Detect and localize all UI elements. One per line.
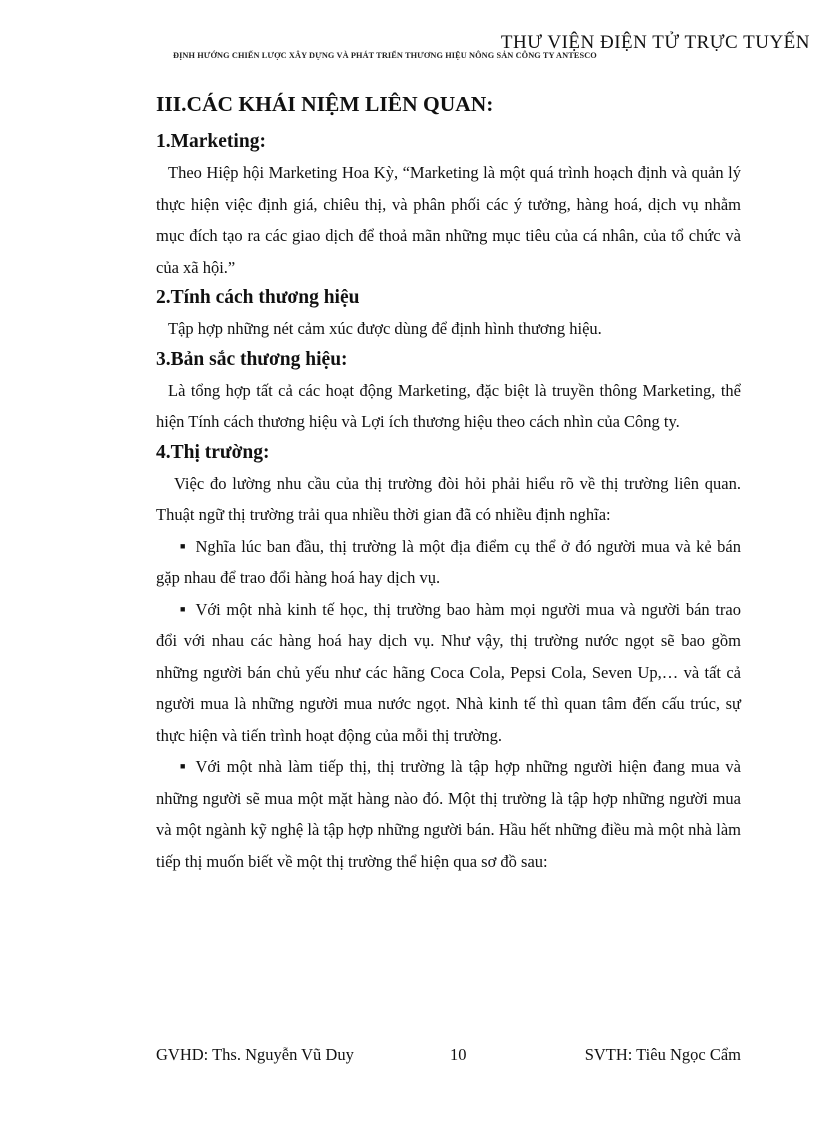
paragraph-brand-identity: Là tổng hợp tất cả các hoạt động Marketing, đặc biệt là truyền thông Marketing, thể hiện Tính cách thương hiệu và Lợi ích thương hiệu theo cách nhìn của Công ty. <box>156 380 741 431</box>
footer-student: SVTH: Tiêu Ngọc Cẩm <box>584 1045 741 1064</box>
list-item-text: Với một nhà làm tiếp thị, thị trường là tập hợp những người hiện đang mua và những người sẽ mua một mặt hàng nào đó. Một thị trường là tập hợp những người mua và một ngành kỹ nghệ là tập hợp những người bán. Hầu hết những điều mà một nhà làm tiếp thị muốn biết về một thị trường thể hiện qua sơ đồ sau: <box>156 757 741 871</box>
heading-brand-personality: 2.Tính cách thương hiệu <box>156 287 360 308</box>
page-number: 10 <box>450 1045 467 1064</box>
list-item-text: Với một nhà kinh tế học, thị trường bao hàm mọi người mua và người bán trao đổi với nhau các hàng hoá hay dịch vụ. Như vậy, thị trường nước ngọt sẽ bao gồm những người bán chủ yếu như các hãng Coca Cola, Pepsi Cola, Seven Up,… và tất cả người mua là những người mua nước ngọt. Nhà kinh tế thì quan tâm đến cấu trúc, sự thực hiện và tiến trình hoạt động của mỗi thị trường. <box>156 599 741 745</box>
list-item <box>156 751 741 877</box>
heading-brand-identity: 3.Bản sắc thương hiệu: <box>156 348 348 370</box>
bullet-icon: ■ <box>180 603 186 614</box>
bullet-icon: ■ <box>180 540 186 551</box>
watermark-text: THƯ VIỆN ĐIỆN TỬ TRỰC TUYẾN <box>500 32 810 53</box>
running-header: ĐỊNH HƯỚNG CHIẾN LƯỢC XÂY DỰNG VÀ PHÁT TRIỂN THƯƠNG HIỆU NÔNG SẢN CÔNG TY ANTESCO <box>173 51 597 60</box>
heading-marketing: 1.Marketing: <box>156 131 266 152</box>
page-footer <box>156 1045 741 1067</box>
paragraph-brand-personality: Tập hợp những nét cảm xúc được dùng để định hình thương hiệu. <box>168 319 602 338</box>
bullet-icon: ■ <box>180 761 186 771</box>
heading-market: 4.Thị trường: <box>156 441 270 463</box>
paragraph-marketing: Theo Hiệp hội Marketing Hoa Kỳ, “Marketing là một quá trình hoạch định và quản lý thực hiện việc định giá, chiêu thị, và phân phối các ý tưởng, hàng hoá, dịch vụ nhằm mục đích tạo ra các giao dịch để thoả mãn những mục tiêu của cá nhân, của tổ chức và của xã hội.” <box>156 163 741 277</box>
list-item <box>156 594 741 752</box>
section-title: III.CÁC KHÁI NIỆM LIÊN QUAN: <box>156 92 494 116</box>
list-item-text: Nghĩa lúc ban đầu, thị trường là một địa điểm cụ thể ở đó người mua và kẻ bán gặp nhau để trao đổi hàng hoá hay dịch vụ. <box>156 536 741 587</box>
paragraph-market-intro: Việc đo lường nhu cầu của thị trường đòi hỏi phải hiểu rõ về thị trường liên quan. Thuật ngữ thị trường trải qua nhiều thời gian đã có nhiều định nghĩa: <box>156 473 741 524</box>
footer-advisor: GVHD: Ths. Nguyễn Vũ Duy <box>156 1045 354 1064</box>
list-item <box>156 531 741 594</box>
page-body <box>156 92 741 877</box>
